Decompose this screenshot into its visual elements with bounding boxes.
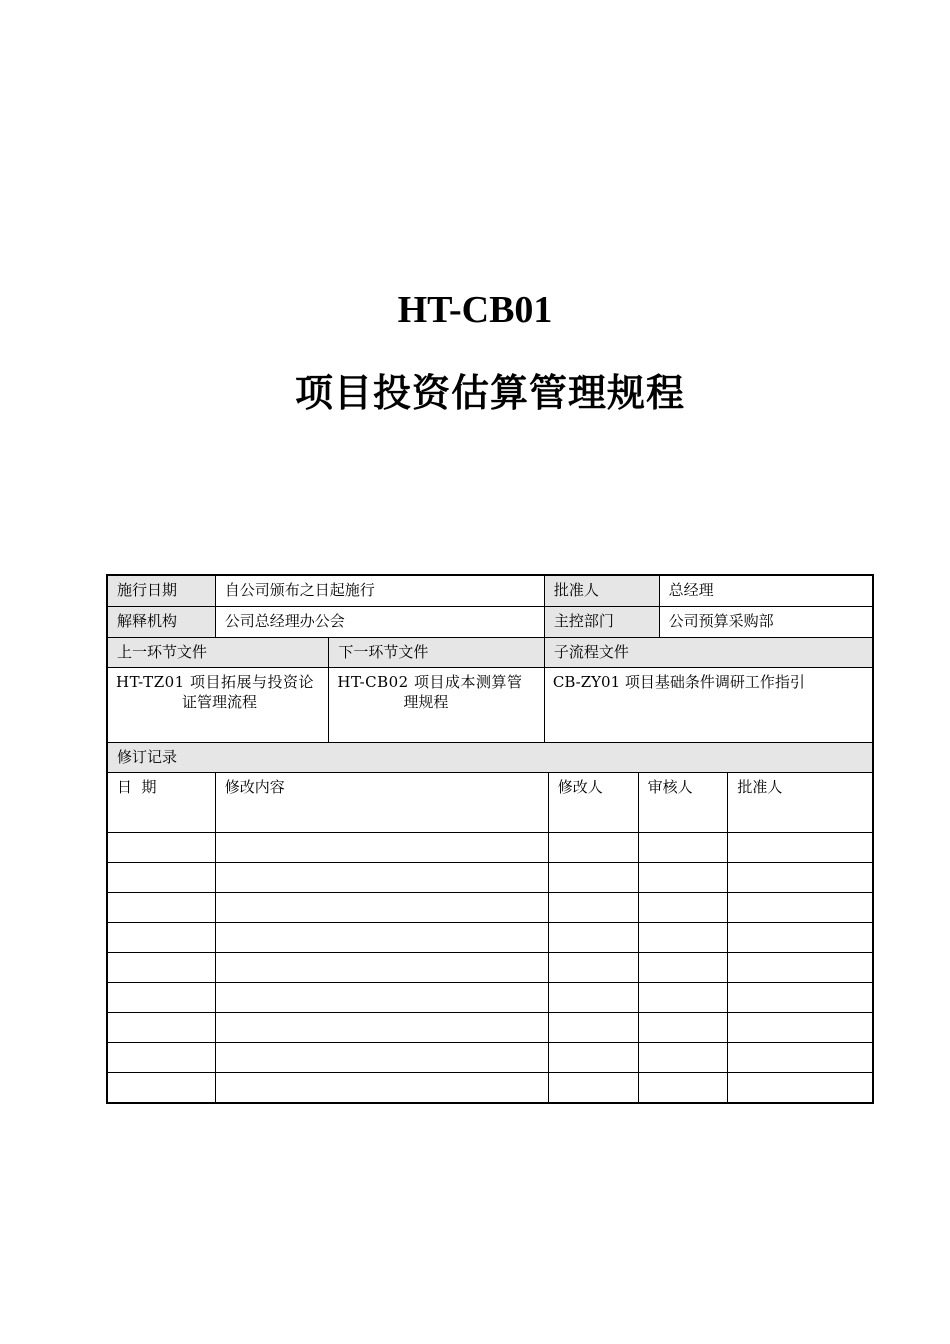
revision-cell <box>108 833 215 862</box>
revision-cell <box>108 863 215 892</box>
effective-date-label: 施行日期 <box>108 576 215 606</box>
document-title: 项目投资估算管理规程 <box>294 371 685 415</box>
next-doc-line1: HT-CB02 项目成本测算管 <box>337 673 523 691</box>
revision-row <box>108 802 872 832</box>
document-info-table <box>106 574 874 1104</box>
revision-cell <box>215 1013 548 1042</box>
revision-cell <box>638 983 728 1012</box>
revision-cell <box>108 983 215 1012</box>
revision-cell <box>548 923 638 952</box>
revision-cell <box>638 893 728 922</box>
revision-cell <box>215 1043 548 1072</box>
revision-cell <box>215 833 548 862</box>
sub-process-label: 子流程文件 <box>544 638 872 667</box>
revision-cell <box>215 983 548 1012</box>
revision-cell <box>727 953 872 982</box>
revision-cell <box>638 1043 728 1072</box>
revision-col-editor: 修改人 <box>548 773 638 802</box>
revision-row <box>108 1042 872 1072</box>
revision-section-row <box>108 742 872 772</box>
info-row-effective <box>108 576 872 606</box>
revision-cell <box>727 1013 872 1042</box>
prev-doc-label: 上一环节文件 <box>108 638 328 667</box>
revision-cell <box>548 953 638 982</box>
revision-cell <box>548 833 638 862</box>
revision-rows <box>108 802 872 1102</box>
links-header-row <box>108 637 872 667</box>
prev-doc-line2: 证管理流程 <box>182 693 258 711</box>
interpreter-value: 公司总经理办公会 <box>215 607 544 637</box>
revision-col-reviewer: 审核人 <box>638 773 728 802</box>
revision-col-date: 日 期 <box>117 778 157 796</box>
prev-doc-value <box>108 668 328 742</box>
revision-col-content: 修改内容 <box>215 773 548 802</box>
revision-cell <box>638 923 728 952</box>
links-value-row <box>108 667 872 742</box>
revision-cell <box>548 863 638 892</box>
revision-cell <box>548 802 638 832</box>
effective-date-value: 自公司颁布之日起施行 <box>215 576 544 606</box>
interpreter-label: 解释机构 <box>108 607 215 637</box>
revision-cell <box>638 863 728 892</box>
approver-value: 总经理 <box>659 576 872 606</box>
next-doc-label: 下一环节文件 <box>328 638 543 667</box>
revision-row <box>108 1012 872 1042</box>
revision-row <box>108 982 872 1012</box>
revision-cell <box>548 983 638 1012</box>
revision-cell <box>727 1043 872 1072</box>
revision-col-approver: 批准人 <box>727 773 872 802</box>
revision-cell <box>727 863 872 892</box>
revision-cell <box>215 863 548 892</box>
revision-cell <box>108 953 215 982</box>
revision-row <box>108 892 872 922</box>
document-code: HT-CB01 <box>397 289 553 331</box>
revision-cell <box>727 833 872 862</box>
revision-cell <box>108 1013 215 1042</box>
revision-row <box>108 952 872 982</box>
revision-cell <box>727 983 872 1012</box>
revision-cell <box>548 1043 638 1072</box>
revision-cell <box>215 1073 548 1102</box>
revision-cell <box>638 1013 728 1042</box>
sub-process-line1: CB-ZY01 项目基础条件调研工作指引 <box>552 673 805 691</box>
revision-row <box>108 862 872 892</box>
revision-cell <box>108 893 215 922</box>
revision-section-label: 修订记录 <box>108 743 872 772</box>
revision-cell <box>727 802 872 832</box>
revision-cell <box>215 893 548 922</box>
revision-cell <box>548 1073 638 1102</box>
prev-doc-line1: HT-TZ01 项目拓展与投资论 <box>116 673 314 691</box>
revision-cell <box>727 923 872 952</box>
revision-row <box>108 1072 872 1102</box>
revision-row <box>108 922 872 952</box>
revision-header-row <box>108 772 872 802</box>
revision-cell <box>215 923 548 952</box>
revision-cell <box>108 1073 215 1102</box>
revision-cell <box>108 923 215 952</box>
revision-cell <box>215 802 548 832</box>
revision-cell <box>108 1043 215 1072</box>
revision-cell <box>727 893 872 922</box>
department-value: 公司预算采购部 <box>659 607 872 637</box>
sub-process-value <box>544 668 872 742</box>
revision-cell <box>548 893 638 922</box>
revision-cell <box>727 1073 872 1102</box>
revision-cell <box>638 802 728 832</box>
revision-cell <box>638 953 728 982</box>
approver-label: 批准人 <box>544 576 659 606</box>
revision-cell <box>108 802 215 832</box>
revision-cell <box>215 953 548 982</box>
info-row-interpreter <box>108 606 872 637</box>
revision-row <box>108 832 872 862</box>
next-doc-value <box>328 668 543 742</box>
revision-cell <box>548 1013 638 1042</box>
department-label: 主控部门 <box>544 607 659 637</box>
revision-cell <box>638 1073 728 1102</box>
revision-cell <box>638 833 728 862</box>
next-doc-line2: 理规程 <box>403 693 449 711</box>
